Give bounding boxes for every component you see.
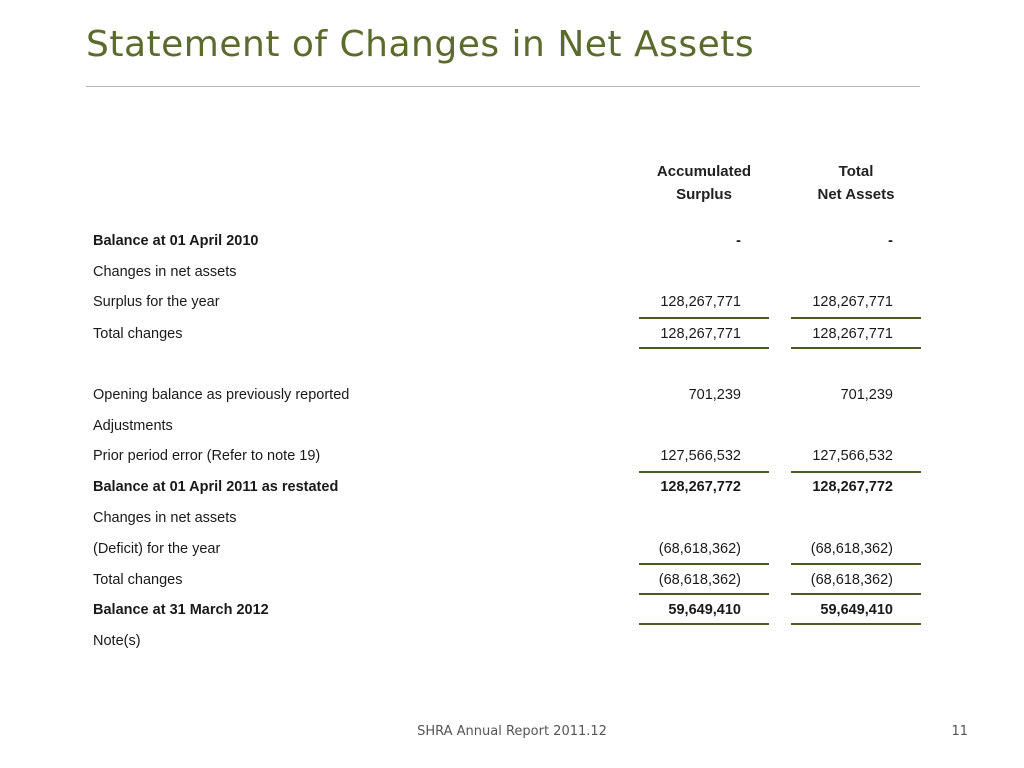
column-header-accumulated-surplus-line-1: Accumulated [656,163,752,180]
row-label: Adjustments [93,418,173,434]
row-label: Surplus for the year [93,294,220,310]
table-row [93,630,923,652]
subtotal-rule [639,317,769,319]
table-row [93,507,923,529]
total-net-assets-value: 128,267,771 [812,294,893,310]
table-row [93,538,923,560]
subtotal-rule [639,563,769,565]
total-net-assets-value: (68,618,362) [810,541,893,557]
row-label: (Deficit) for the year [93,541,221,557]
row-label: Balance at 01 April 2010 [93,233,259,249]
row-label: Balance at 31 March 2012 [93,602,269,618]
accumulated-surplus-value: 127,566,532 [660,448,741,464]
table-row [93,445,923,467]
total-net-assets-value: 128,267,771 [812,326,893,342]
footer-text: SHRA Annual Report 2011.12 [417,724,607,739]
row-label: Prior period error (Refer to note 19) [93,448,321,464]
total-rule [639,623,769,625]
total-net-assets-value: 701,239 [840,387,893,403]
row-label: Total changes [93,326,183,342]
column-header-accumulated-surplus [639,160,769,206]
column-header-total-net-assets [791,160,921,206]
table-row [93,323,923,345]
total-net-assets-value: - [888,233,893,249]
accumulated-surplus-value: 701,239 [688,387,741,403]
row-label: Total changes [93,572,183,588]
total-rule [639,347,769,349]
column-header-total-net-assets-line-2: Net Assets [817,186,895,203]
table-row [93,569,923,591]
accumulated-surplus-value: - [736,233,741,249]
page-number: 11 [951,724,968,739]
table-row [93,230,923,252]
total-net-assets-value: 127,566,532 [812,448,893,464]
row-label: Balance at 01 April 2011 as restated [93,479,339,495]
row-label: Changes in net assets [93,264,237,280]
subtotal-rule [639,471,769,473]
accumulated-surplus-value: 59,649,410 [668,602,741,618]
subtotal-rule [791,471,921,473]
table-row [93,415,923,437]
subtotal-rule [791,593,921,595]
total-net-assets-value: (68,618,362) [810,572,893,588]
total-net-assets-value: 128,267,772 [812,479,893,495]
accumulated-surplus-value: (68,618,362) [658,572,741,588]
subtotal-rule [791,563,921,565]
subtotal-rule [639,593,769,595]
title-divider [86,86,920,87]
total-rule [791,347,921,349]
table-row [93,476,923,498]
table-row [93,261,923,283]
accumulated-surplus-value: (68,618,362) [658,541,741,557]
row-label: Opening balance as previously reported [93,387,350,403]
column-header-total-net-assets-line-1: Total [838,163,874,180]
page-title: Statement of Changes in Net Assets [86,24,755,65]
row-label: Note(s) [93,633,141,649]
accumulated-surplus-value: 128,267,771 [660,294,741,310]
accumulated-surplus-value: 128,267,771 [660,326,741,342]
table-row [93,599,923,621]
accumulated-surplus-value: 128,267,772 [660,479,741,495]
total-rule [791,623,921,625]
table-row [93,384,923,406]
total-net-assets-value: 59,649,410 [820,602,893,618]
row-label: Changes in net assets [93,510,237,526]
subtotal-rule [791,317,921,319]
column-header-accumulated-surplus-line-2: Surplus [676,186,732,203]
table-row [93,291,923,313]
